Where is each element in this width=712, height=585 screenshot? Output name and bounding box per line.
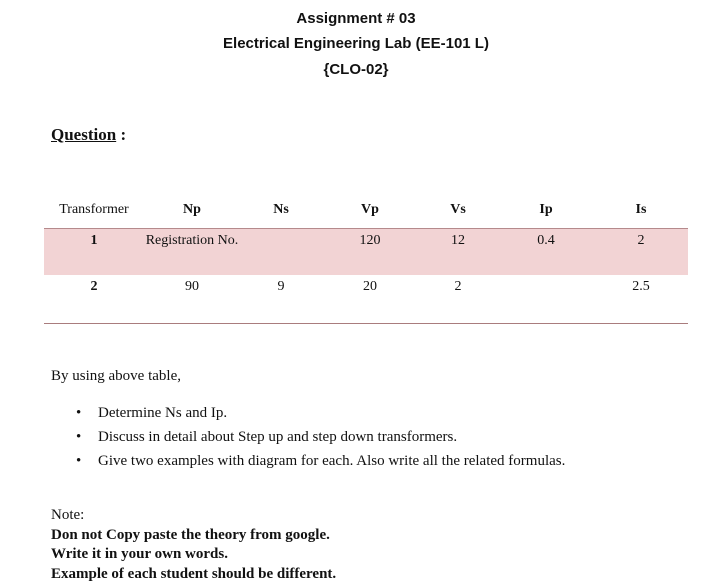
table-row	[44, 275, 688, 324]
question-colon: :	[116, 125, 127, 144]
note-line: Write it in your own words.	[51, 546, 228, 562]
cell-ip: 0.4	[498, 229, 594, 276]
list-item-text: Give two examples with diagram for each. Also write all the related formulas.	[98, 453, 566, 469]
cell-ns: 9	[240, 275, 322, 324]
list-item-text: Determine Ns and Ip.	[98, 405, 228, 421]
question-label: Question	[51, 125, 117, 144]
bullet-icon: •	[76, 405, 82, 421]
bullet-icon: •	[76, 453, 82, 469]
cell-vs: 2	[418, 275, 498, 324]
col-header-transformer: Transformer	[59, 202, 129, 217]
col-header-vp: Vp	[361, 202, 379, 217]
cell-transformer: 1	[44, 229, 144, 276]
cell-np: Registration No.	[144, 229, 240, 276]
cell-vp: 20	[322, 275, 418, 324]
bullet-icon: •	[76, 429, 82, 445]
cell-np: 90	[144, 275, 240, 324]
cell-ns	[240, 229, 322, 276]
table-row	[44, 229, 688, 276]
cell-vp: 120	[322, 229, 418, 276]
list-item	[76, 404, 565, 428]
instructions-intro: By using above table,	[51, 368, 181, 384]
note-label: Note:	[51, 507, 85, 523]
cell-transformer: 2	[44, 275, 144, 324]
question-heading	[51, 125, 126, 145]
instruction-list	[76, 404, 565, 476]
col-header-np: Np	[183, 202, 201, 217]
col-header-is: Is	[635, 202, 647, 217]
note-line: Don not Copy paste the theory from google.	[51, 527, 330, 543]
col-header-ns: Ns	[273, 202, 289, 217]
list-item	[76, 452, 565, 476]
col-header-ip: Ip	[539, 202, 553, 217]
transformer-table	[44, 192, 688, 324]
cell-is: 2.5	[594, 275, 688, 324]
list-item	[76, 428, 565, 452]
cell-vs: 12	[418, 229, 498, 276]
cell-ip	[498, 275, 594, 324]
list-item-text: Discuss in detail about Step up and step down transformers.	[98, 429, 458, 445]
assignment-title: Assignment # 03	[296, 10, 416, 27]
course-title: Electrical Engineering Lab (EE-101 L)	[223, 35, 489, 52]
table-header-row	[44, 192, 688, 229]
note-line: Example of each student should be different.	[51, 566, 337, 582]
cell-is: 2	[594, 229, 688, 276]
col-header-vs: Vs	[450, 202, 466, 217]
clo-label: {CLO-02}	[323, 61, 389, 78]
